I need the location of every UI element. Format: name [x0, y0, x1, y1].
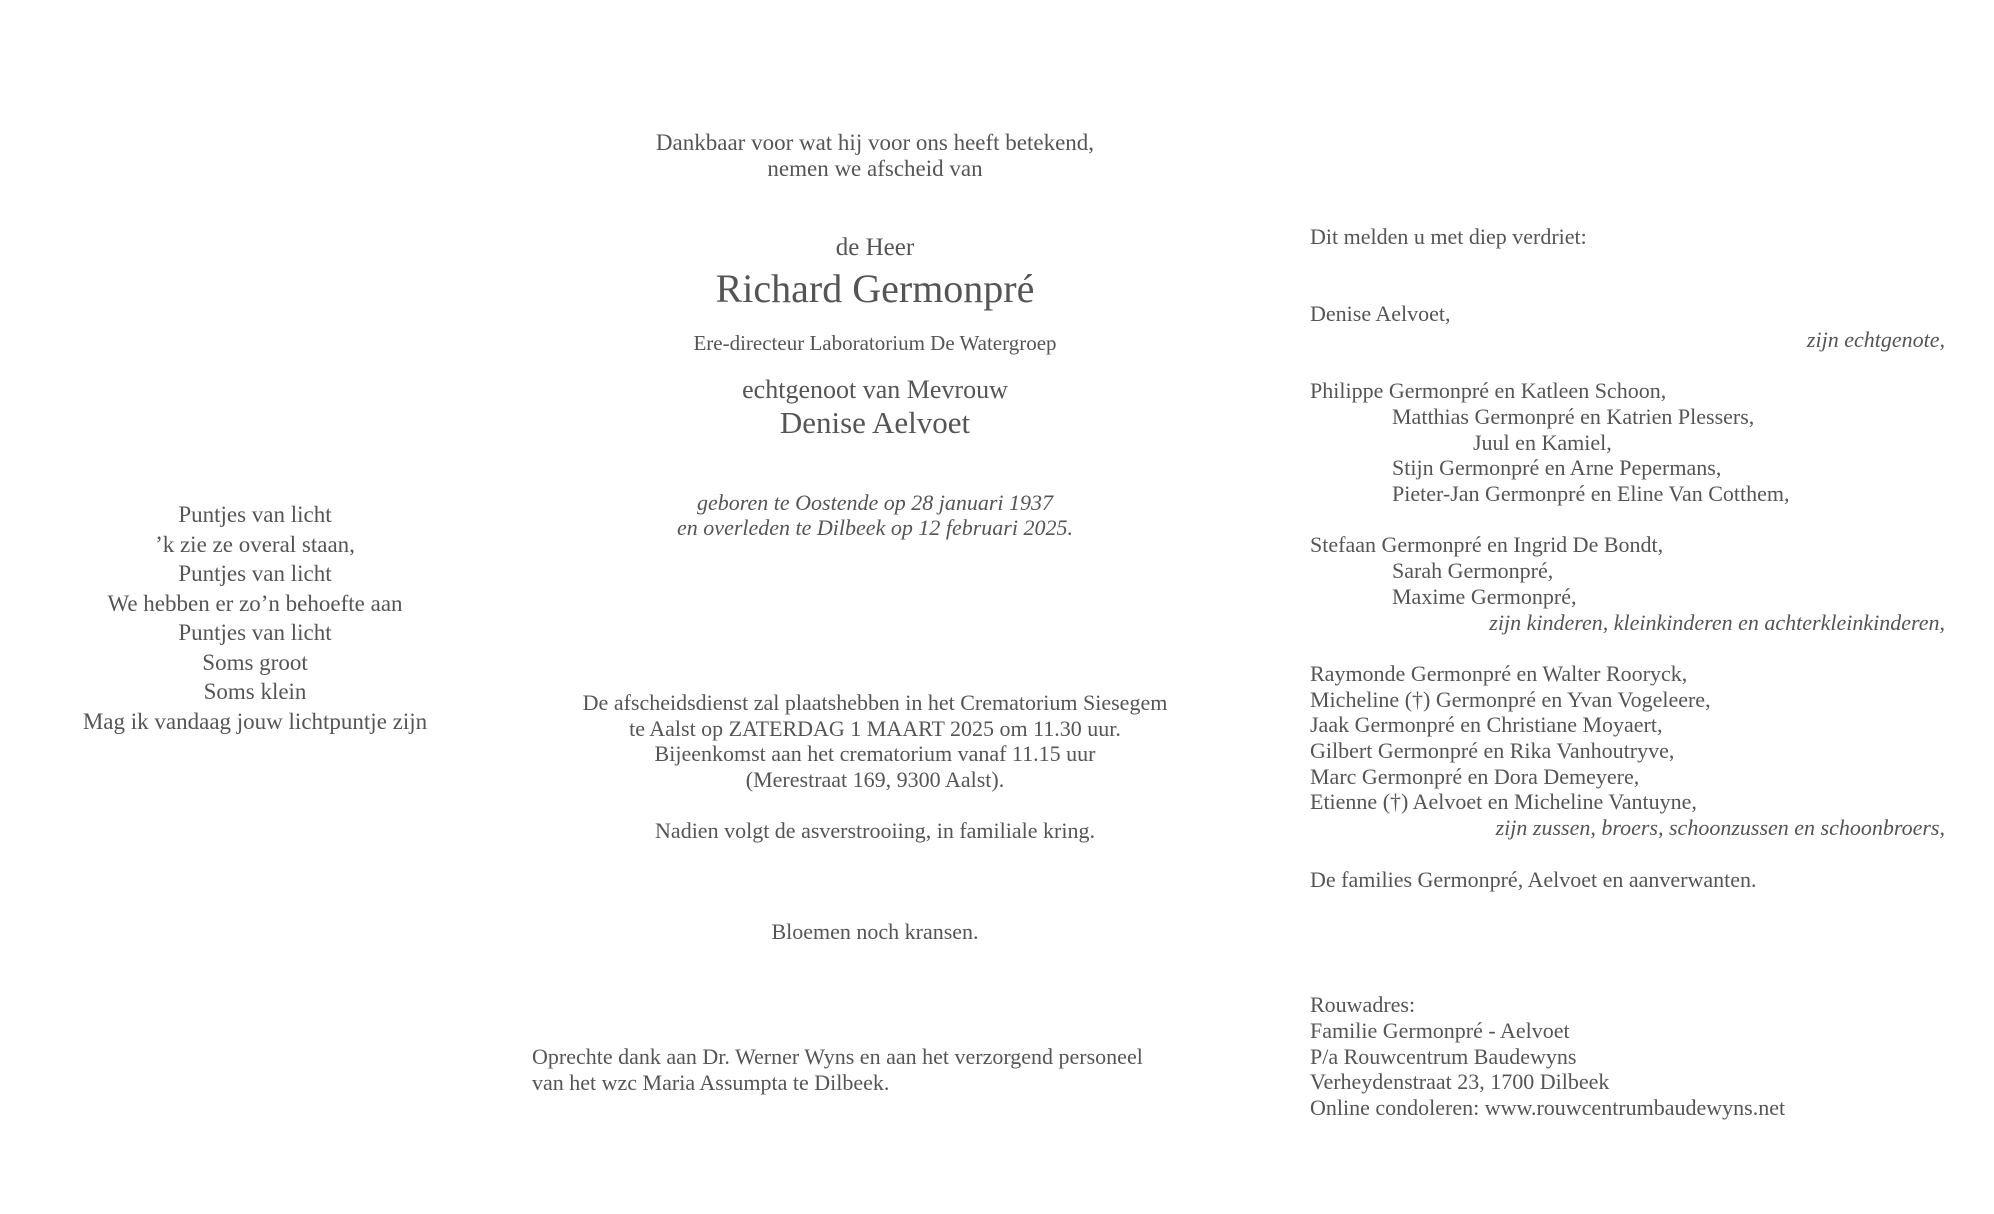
- sibling-entry: Gilbert Germonpré en Rika Vanhoutryve,: [1310, 738, 1675, 763]
- grandchild-entry: Stijn Germonpré en Arne Pepermans,: [1392, 455, 1722, 481]
- service-info: [520, 690, 1230, 792]
- poem-line: Soms klein: [203, 679, 307, 704]
- service-line: te Aalst op ZATERDAG 1 MAART 2025 om 11.30 uur.: [629, 715, 1121, 741]
- family-list: [1310, 224, 1945, 1121]
- families-line: De families Germonpré, Aelvoet en aanverwanten.: [1310, 866, 1757, 892]
- death-line: en overleden te Dilbeek op 12 februari 2025.: [677, 515, 1073, 540]
- poem-line: Soms groot: [202, 649, 308, 675]
- address-line: P/a Rouwcentrum Baudewyns: [1310, 1043, 1577, 1069]
- mourning-address: [1310, 992, 1945, 1121]
- thanks-line: Oprechte dank aan Dr. Werner Wyns en aan het verzorgend personeel: [532, 1044, 1143, 1069]
- birth-death-dates: [520, 490, 1230, 540]
- spouse-name: Denise Aelvoet: [779, 405, 971, 440]
- spouse-of-label: echtgenoot van Mevrouw: [742, 375, 1008, 404]
- poem: [60, 500, 450, 736]
- birth-line: geboren te Oostende op 28 januari 1937: [696, 490, 1054, 515]
- announcement-center: [520, 130, 1230, 944]
- poem-line: Mag ik vandaag jouw lichtpuntje zijn: [82, 708, 428, 734]
- relation-label: zijn echtgenote,: [1806, 326, 1945, 352]
- spouse-entry: Denise Aelvoet,: [1310, 301, 1451, 327]
- deceased-name: Richard Germonpré: [715, 266, 1035, 311]
- relation-label: zijn zussen, broers, schoonzussen en schoonbroers,: [1495, 815, 1945, 841]
- poem-line: We hebben er zo’n behoefte aan: [107, 590, 403, 616]
- announce-text: Dit melden u met diep verdriet:: [1310, 224, 1587, 249]
- poem-line: Puntjes van licht: [178, 502, 332, 527]
- poem-line: Puntjes van licht: [178, 620, 332, 645]
- address-line: Familie Germonpré - Aelvoet: [1310, 1017, 1570, 1043]
- after-service-note: Nadien volgt de asverstrooiing, in familiale kring.: [655, 818, 1095, 844]
- grandchild-entry: Pieter-Jan Germonpré en Eline Van Cotthem,: [1392, 481, 1790, 506]
- condolence-link: Online condoleren: www.rouwcentrumbaudewyns.net: [1310, 1095, 1786, 1121]
- thanks-note: [532, 1044, 1232, 1096]
- address-line: Verheydenstraat 23, 1700 Dilbeek: [1310, 1069, 1610, 1095]
- grandchild-entry: Maxime Germonpré,: [1392, 583, 1577, 609]
- child-entry: Stefaan Germonpré en Ingrid De Bondt,: [1310, 532, 1664, 558]
- intro-line: Dankbaar voor wat hij voor ons heeft betekend,: [655, 130, 1095, 155]
- address-label: Rouwadres:: [1310, 992, 1416, 1018]
- grandchild-entry: Matthias Germonpré en Katrien Plessers,: [1392, 403, 1755, 429]
- sibling-entry: Marc Germonpré en Dora Demeyere,: [1310, 763, 1640, 789]
- poem-line: Puntjes van licht: [178, 561, 332, 586]
- relation-label: zijn kinderen, kleinkinderen en achterkleinkinderen,: [1489, 609, 1945, 635]
- flowers-note: Bloemen noch kransen.: [771, 919, 979, 945]
- service-line: (Merestraat 169, 9300 Aalst).: [745, 766, 1005, 792]
- honorific: de Heer: [835, 234, 915, 261]
- sibling-entry: Micheline (†) Germonpré en Yvan Vogeleere,: [1310, 686, 1711, 712]
- intro-line: nemen we afscheid van: [767, 156, 983, 181]
- great-grandchild-entry: Juul en Kamiel,: [1473, 429, 1612, 455]
- sibling-entry: Raymonde Germonpré en Walter Rooryck,: [1310, 660, 1688, 686]
- child-entry: Philippe Germonpré en Katleen Schoon,: [1310, 378, 1667, 404]
- sibling-entry: Etienne (†) Aelvoet en Micheline Vantuyne,: [1310, 789, 1697, 815]
- service-line: De afscheidsdienst zal plaatshebben in het Crematorium Siesegem: [582, 690, 1168, 715]
- service-line: Bijeenkomst aan het crematorium vanaf 11.15 uur: [654, 741, 1096, 767]
- deceased-role: Ere-directeur Laboratorium De Watergroep: [693, 331, 1057, 355]
- intro: [520, 130, 1230, 182]
- grandchild-entry: Sarah Germonpré,: [1392, 558, 1554, 584]
- thanks-line: van het wzc Maria Assumpta te Dilbeek.: [532, 1070, 890, 1095]
- poem-line: ’k zie ze overal staan,: [155, 531, 355, 557]
- sibling-entry: Jaak Germonpré en Christiane Moyaert,: [1310, 712, 1663, 738]
